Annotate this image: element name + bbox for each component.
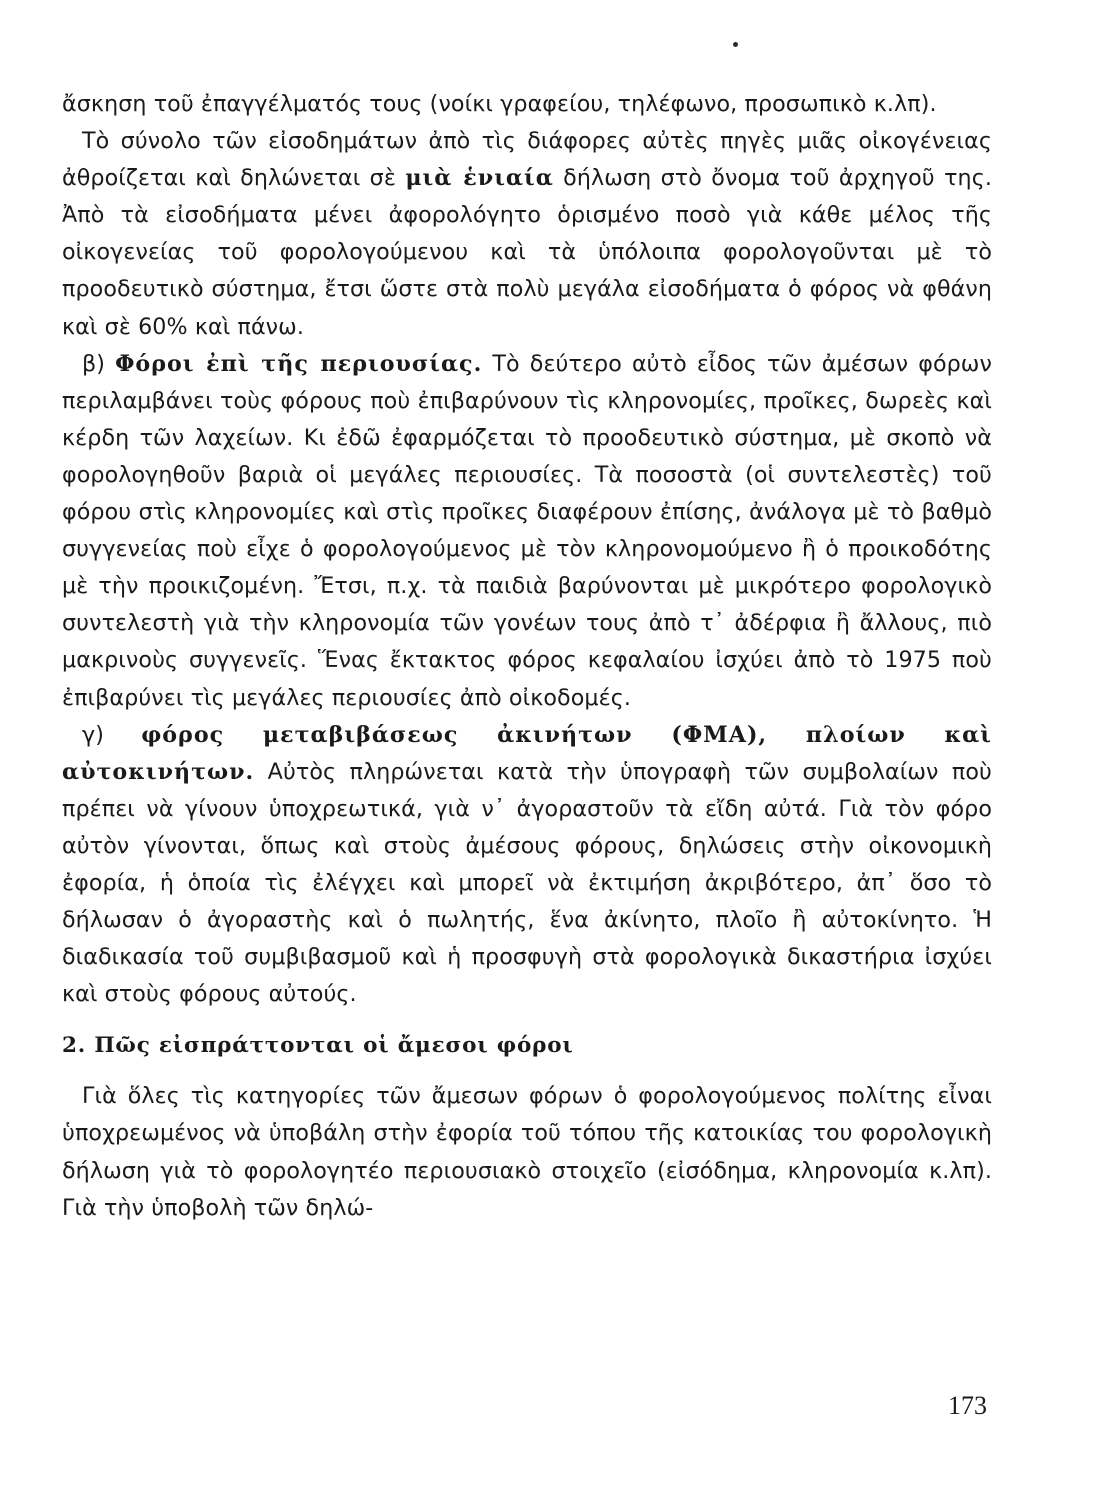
paragraph-4-bold: φόρος μεταβιβάσεως ἀκινήτων (ΦΜΑ), πλοίων καὶ αὐτοκινήτων. bbox=[62, 721, 992, 785]
page-mark-dot bbox=[733, 42, 738, 47]
paragraph-2-text-a: Τὸ σύνολο τῶν εἰσοδημάτων ἀπὸ τὶς διάφορες αὐτὲς πηγὲς μιᾶς οἰκογένειας ἀθροίζεται καὶ δηλώνεται σὲ bbox=[62, 128, 992, 192]
paragraph-1-text: ἄσκηση τοῦ ἐπαγγέλματός τους (νοίκι γραφείου, τηλέφωνο, προσωπικὸ κ.λπ). bbox=[62, 91, 937, 117]
paragraph-2-bold: μιὰ ἑνιαία bbox=[405, 165, 554, 192]
paragraph-3-text: Τὸ δεύτερο αὐτὸ εἶδος τῶν ἀμέσων φόρων περιλαμβάνει τοὺς φόρους ποὺ ἐπιβαρύνουν τὶς κληρονομίες, προῖκες, δωρεὲς καὶ κέρδη τῶν λαχείων. Κι ἐδῶ ἐφαρμόζεται τὸ προοδευτικὸ σύστημα, μὲ σκοπὸ νὰ φορολογηθοῦν βαριὰ οἱ μεγάλες περιουσίες. Τὰ ποσοστὰ (οἱ συντελεστὲς) τοῦ φόρου στὶς κληρονομίες καὶ στὶς προῖκες διαφέρουν ἐπίσης, ἀνάλογα μὲ τὸ βαθμὸ συγγενείας ποὺ εἶχε ὁ φορολογούμενος μὲ τὸν κληρονομούμενο ἢ ὁ προικοδότης μὲ τὴν προικιζομένη. Ἔτσι, π.χ. τὰ παιδιὰ βαρύνονται μὲ μικρότερο φορολογικὸ συντελεστὴ γιὰ τὴν κληρονομία τῶν γονέων τους ἀπὸ τ᾽ ἀδέρφια ἢ ἄλλους, πιὸ μακρινοὺς συγγενεῖς. Ἕνας ἔκτακτος φόρος κεφαλαίου ἰσχύει ἀπὸ τὸ 1975 ποὺ ἐπιβαρύνει τὶς μεγάλες περιουσίες ἀπὸ οἰκοδομές. bbox=[62, 350, 992, 711]
page-number: 173 bbox=[948, 1391, 987, 1420]
paragraph-4-text: Αὐτὸς πληρώνεται κατὰ τὴν ὑπογραφὴ τῶν συμβολαίων ποὺ πρέπει νὰ γίνουν ὑποχρεωτικά, γιὰ ν᾽ ἀγοραστοῦν τὰ εἴδη αὐτά. Γιὰ τὸν φόρο αὐτὸν γίνονται, ὅπως καὶ στοὺς ἀμέσους φόρους, δηλώσεις στὴν οἰκονομικὴ ἐφορία, ἡ ὁποία τὶς ἐλέγχει καὶ μπορεῖ νὰ ἐκτιμήση ἀκριβότερο, ἀπ᾽ ὅσο τὸ δήλωσαν ὁ ἀγοραστὴς καὶ ὁ πωλητής, ἕνα ἀκίνητο, πλοῖο ἢ αὐτοκίνητο. Ἡ διαδικασία τοῦ συμβιβασμοῦ καὶ ἡ προσφυγὴ στὰ φορολογικὰ δικαστήρια ἰσχύει καὶ στοὺς φόρους αὐτούς. bbox=[62, 758, 992, 1008]
paragraph-3-bold: Φόροι ἐπὶ τῆς περιουσίας. bbox=[115, 350, 483, 377]
paragraph-3 bbox=[62, 346, 992, 717]
section-heading: 2. Πῶς εἰσπράττονται οἱ ἄμεσοι φόροι bbox=[62, 1033, 574, 1059]
paragraph-2-text-b: δήλωση στὸ ὄνομα τοῦ ἀρχηγοῦ της. Ἀπὸ τὰ εἰσοδήματα μένει ἀφορολόγητο ὁρισμένο ποσὸ γιὰ κάθε μέλος τῆς οἰκογενείας τοῦ φορολογούμενου καὶ τὰ ὑπόλοιπα φορολογοῦνται μὲ τὸ προοδευτικὸ σύστημα, ἔτσι ὥστε στὰ πολὺ μεγάλα εἰσοδήματα ὁ φόρος νὰ φθάνη καὶ σὲ 60% καὶ πάνω. bbox=[62, 165, 992, 340]
book-page bbox=[62, 86, 992, 1476]
paragraph-4 bbox=[62, 717, 992, 1014]
paragraph-5: Γιὰ ὅλες τὶς κατηγορίες τῶν ἄμεσων φόρων ὁ φορολογούμενος πολίτης εἶναι ὑποχρεωμένος νὰ ὑποβάλη στὴν ἐφορία τοῦ τόπου τῆς κατοικίας του φορολογικὴ δήλωση γιὰ τὸ φορολογητέο περιουσιακὸ στοιχεῖο (εἰσόδημα, κληρονομία κ.λπ). Γιὰ τὴν ὑποβολὴ τῶν δηλώ- bbox=[62, 1083, 992, 1221]
paragraph-4-marker: γ) bbox=[82, 721, 142, 748]
paragraph-3-marker: β) bbox=[82, 350, 116, 377]
paragraph-1 bbox=[62, 86, 992, 123]
paragraph-2 bbox=[62, 123, 992, 346]
